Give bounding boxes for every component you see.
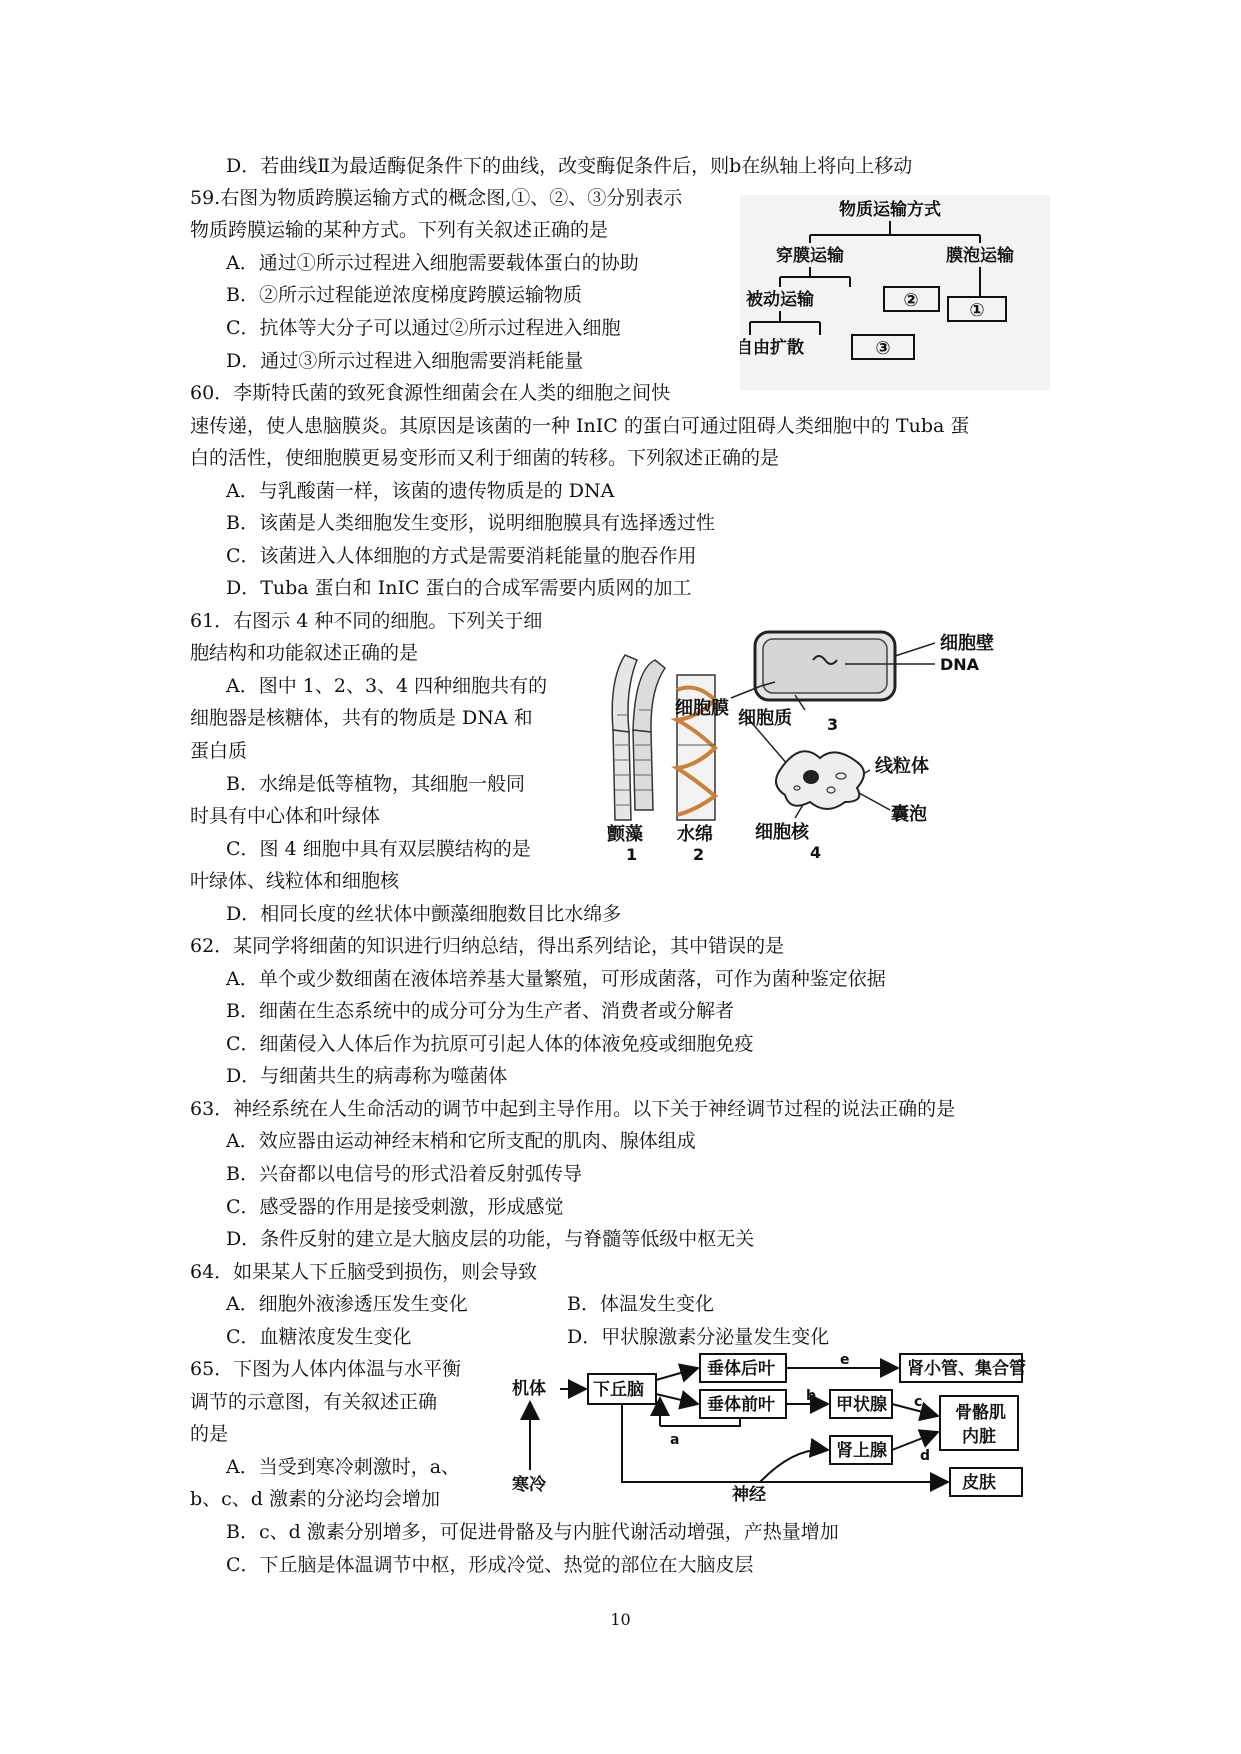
node-skin: 皮肤 bbox=[962, 1473, 996, 1493]
node-cold: 寒冷 bbox=[512, 1475, 546, 1495]
q64-option-b: B．体温发生变化 bbox=[567, 1293, 714, 1315]
bacterium-illustration bbox=[755, 632, 895, 700]
q59-option-b: B．②所示过程能逆浓度梯度跨膜运输物质 bbox=[226, 284, 582, 306]
q60-option-c: C．该菌进入人体细胞的方式是需要消耗能量的胞吞作用 bbox=[226, 545, 697, 567]
arrow-label-e: e bbox=[840, 1352, 850, 1368]
q64-option-d: D．甲状腺激素分泌量发生变化 bbox=[567, 1326, 830, 1348]
label-number-3: 3 bbox=[827, 715, 839, 734]
q65-option-b: B．c、d 激素分别增多，可促进骨骼及与内脏代谢活动增强，产热量增加 bbox=[226, 1521, 839, 1543]
q61-option-c-line2: 叶绿体、线粒体和细胞核 bbox=[190, 870, 400, 892]
q65-stem-line3: 的是 bbox=[190, 1423, 229, 1445]
q59-stem-line1: 59.右图为物质跨膜运输方式的概念图,①、②、③分别表示 bbox=[190, 187, 683, 209]
diagram-circle-2: ② bbox=[903, 290, 919, 311]
q60-stem-line3: 白的活性，使细胞膜更易变形而又利于细菌的转移。下列叙述正确的是 bbox=[190, 447, 780, 469]
arrow-label-c: c bbox=[914, 1394, 923, 1410]
q63-option-a: A．效应器由运动神经末梢和它所支配的肌肉、腺体组成 bbox=[226, 1130, 696, 1152]
q64-stem: 64．如果某人下丘脑受到损伤，则会导致 bbox=[190, 1261, 538, 1283]
node-posterior-pituitary: 垂体后叶 bbox=[707, 1359, 775, 1379]
q61-option-b-line1: B．水绵是低等植物，其细胞一般同 bbox=[226, 773, 525, 795]
q62-option-c: C．细菌侵入人体后作为抗原可引起人体的体液免疫或细胞免疫 bbox=[226, 1033, 754, 1055]
q60-stem-line2: 速传递，使人患脑膜炎。其原因是该菌的一种 InIC 的蛋白可通过阻碍人类细胞中的 Tuba 蛋 bbox=[190, 415, 970, 437]
arrow-label-b: b bbox=[806, 1388, 817, 1404]
diagram-trans-membrane-label: 穿膜运输 bbox=[776, 246, 844, 266]
diagram-root-label: 物质运输方式 bbox=[839, 200, 941, 220]
label-spirogyra: 水绵 bbox=[677, 824, 713, 845]
q61-option-a-line3: 蛋白质 bbox=[190, 740, 248, 762]
node-nerve: 神经 bbox=[732, 1485, 766, 1505]
four-cells-figure bbox=[595, 620, 1045, 864]
q60-option-a: A．与乳酸菌一样，该菌的遗传物质是的 DNA bbox=[226, 480, 615, 502]
q60-stem-line1: 60．李斯特氏菌的致死食源性细菌会在人类的细胞之间快 bbox=[190, 382, 671, 404]
node-hypothalamus: 下丘脑 bbox=[593, 1380, 644, 1400]
label-number-2: 2 bbox=[693, 845, 705, 860]
node-kidney-tubules: 肾小管、集合管 bbox=[907, 1359, 1026, 1379]
q64-option-a: A．细胞外液渗透压发生变化 bbox=[226, 1293, 468, 1315]
node-anterior-pituitary: 垂体前叶 bbox=[707, 1395, 775, 1415]
q62-stem: 62．某同学将细菌的知识进行归纳总结，得出系列结论，其中错误的是 bbox=[190, 935, 785, 957]
node-adrenal: 肾上腺 bbox=[836, 1441, 887, 1461]
q62-option-b: B．细菌在生态系统中的成分可分为生产者、消费者或分解者 bbox=[226, 1000, 734, 1022]
q59-option-c: C．抗体等大分子可以通过②所示过程进入细胞 bbox=[226, 317, 621, 339]
label-mitochondria: 线粒体 bbox=[875, 756, 929, 777]
q59-option-d: D．通过③所示过程进入细胞需要消耗能量 bbox=[226, 350, 584, 372]
label-dna: DNA bbox=[940, 655, 980, 674]
transport-concept-diagram bbox=[740, 195, 1050, 394]
q61-option-d: D．相同长度的丝状体中颤藻细胞数目比水绵多 bbox=[226, 903, 622, 925]
diagram-circle-3: ③ bbox=[875, 338, 891, 359]
label-vesicle: 囊泡 bbox=[891, 804, 927, 825]
q65-option-c: C．下丘脑是体温调节中枢，形成冷觉、热觉的部位在大脑皮层 bbox=[226, 1554, 754, 1576]
q63-stem: 63．神经系统在人生命活动的调节中起到主导作用。以下关于神经调节过程的说法正确的是 bbox=[190, 1098, 956, 1120]
q61-stem-line1: 61．右图示 4 种不同的细胞。下列关于细 bbox=[190, 610, 543, 632]
oscillatoria-illustration bbox=[612, 655, 665, 820]
q63-option-b: B．兴奋都以电信号的形式沿着反射弧传导 bbox=[226, 1163, 582, 1185]
node-body: 机体 bbox=[512, 1379, 546, 1399]
q65-stem-line1: 65．下图为人体内体温与水平衡 bbox=[190, 1358, 462, 1380]
arrow-label-a: a bbox=[670, 1432, 680, 1448]
q62-option-a: A．单个或少数细菌在液体培养基大量繁殖，可形成菌落，可作为菌种鉴定依据 bbox=[226, 968, 886, 990]
q59-stem-line2: 物质跨膜运输的某种方式。下列有关叙述正确的是 bbox=[190, 219, 609, 241]
q61-option-c-line1: C．图 4 细胞中具有双层膜结构的是 bbox=[226, 838, 531, 860]
q62-option-d: D．与细菌共生的病毒称为噬菌体 bbox=[226, 1065, 508, 1087]
page-number: 10 bbox=[610, 1610, 631, 1629]
label-number-4: 4 bbox=[810, 843, 822, 860]
spirogyra-illustration bbox=[677, 675, 715, 820]
q59-option-a: A．通过①所示过程进入细胞需要载体蛋白的协助 bbox=[226, 252, 639, 274]
q61-stem-line2: 胞结构和功能叙述正确的是 bbox=[190, 642, 419, 664]
label-cytoplasm: 细胞质 bbox=[738, 708, 792, 729]
q61-option-a-line2: 细胞器是核糖体，共有的物质是 DNA 和 bbox=[190, 707, 533, 729]
node-viscera: 内脏 bbox=[962, 1427, 996, 1447]
q65-option-a-line1: A．当受到寒冷刺激时，a、 bbox=[226, 1456, 461, 1478]
diagram-passive-label: 被动运输 bbox=[746, 290, 814, 310]
label-cell-membrane: 细胞膜 bbox=[675, 698, 729, 719]
q60-option-d: D．Tuba 蛋白和 InIC 蛋白的合成军需要内质网的加工 bbox=[226, 577, 692, 599]
q65-option-a-line2: b、c、d 激素的分泌均会增加 bbox=[190, 1488, 441, 1510]
q64-option-c: C．血糖浓度发生变化 bbox=[226, 1326, 412, 1348]
label-cell-wall: 细胞壁 bbox=[940, 633, 994, 654]
label-number-1: 1 bbox=[626, 845, 638, 860]
node-skeletal-muscle: 骨骼肌 bbox=[955, 1403, 1006, 1423]
diagram-free-diffusion-label: 自由扩散 bbox=[740, 338, 804, 358]
thermoregulation-diagram bbox=[510, 1350, 1030, 1514]
q61-option-a-line1: A．图中 1、2、3、4 四种细胞共有的 bbox=[226, 675, 548, 697]
label-nucleus: 细胞核 bbox=[755, 822, 809, 843]
diagram-vesicle-label: 膜泡运输 bbox=[946, 246, 1014, 266]
node-thyroid: 甲状腺 bbox=[836, 1395, 887, 1415]
arrow-label-d: d bbox=[920, 1448, 931, 1464]
diagram-circle-1: ① bbox=[969, 300, 985, 321]
prev-option-d: D．若曲线Ⅱ为最适酶促条件下的曲线，改变酶促条件后，则b在纵轴上将向上移动 bbox=[226, 155, 913, 177]
animal-cell-illustration bbox=[776, 751, 864, 809]
q63-option-d: D．条件反射的建立是大脑皮层的功能，与脊髓等低级中枢无关 bbox=[226, 1228, 755, 1250]
q60-option-b: B．该菌是人类细胞发生变形，说明细胞膜具有选择透过性 bbox=[226, 512, 715, 534]
q63-option-c: C．感受器的作用是接受刺激，形成感觉 bbox=[226, 1196, 564, 1218]
label-oscillatoria: 颤藻 bbox=[607, 824, 643, 845]
q61-option-b-line2: 时具有中心体和叶绿体 bbox=[190, 805, 381, 827]
q65-stem-line2: 调节的示意图，有关叙述正确 bbox=[190, 1391, 438, 1413]
